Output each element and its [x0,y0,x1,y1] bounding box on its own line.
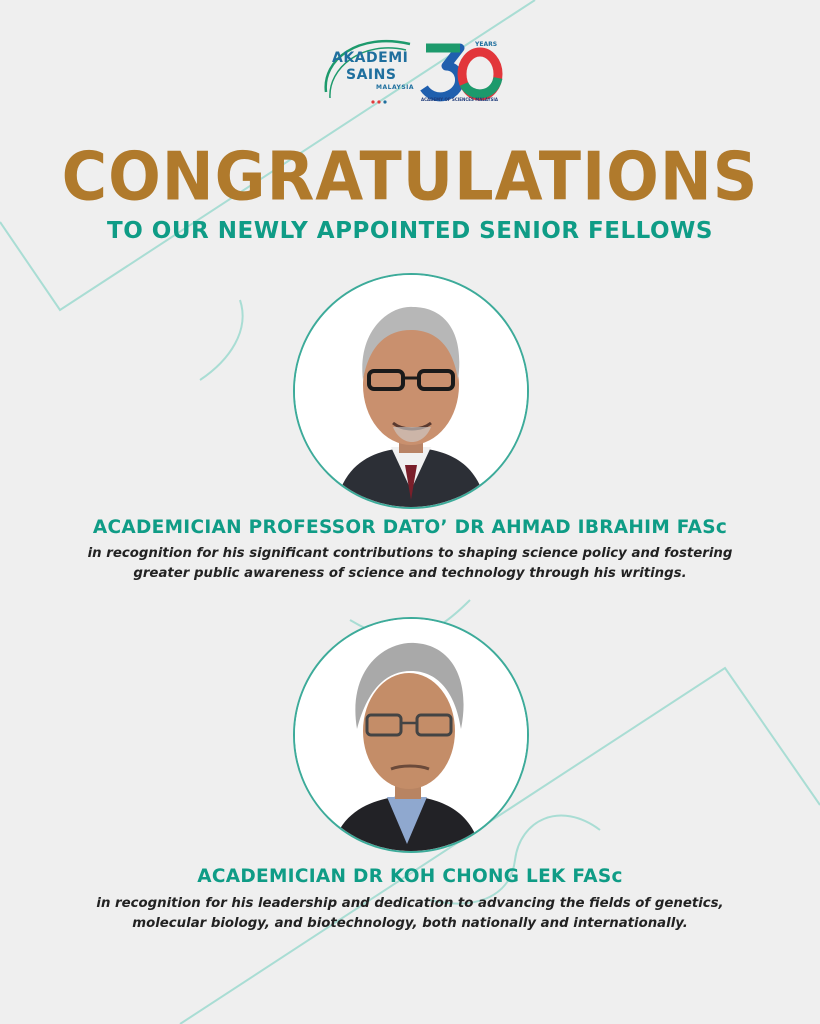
subheadline: TO OUR NEWLY APPOINTED SENIOR FELLOWS [107,218,713,244]
fellow-1-citation-line-2: greater public awareness of science and technology through his writings. [133,566,687,581]
academy-subtitle: ACADEMY OF SCIENCES MALAYSIA [421,97,498,102]
sains-logo-text: SAINS [346,67,397,83]
malaysia-logo-text: MALAYSIA [376,84,415,91]
fellow-2-citation-line-2: molecular biology, and biotechnology, both nationally and internationally. [132,916,688,931]
akademi-sains-logo [318,30,418,110]
congratulations-headline: CONGRATULATIONS [61,137,759,216]
fellow-1-name: ACADEMICIAN PROFESSOR DATO’ DR AHMAD IBRAHIM FASc [92,517,728,538]
fellow-2-portrait [293,617,529,853]
portrait-photo-icon [295,619,527,851]
logo-row [0,30,820,110]
fellow-1-citation [60,544,760,584]
fellow-1-portrait [293,273,529,509]
fellow-2-citation [60,894,760,934]
akademi-logo-text: AKADEMI [332,50,409,66]
fellow-2-name: ACADEMICIAN DR KOH CHONG LEK FASc [197,866,623,887]
years-label: YEARS [475,41,498,48]
fellow-1-citation-line-1: in recognition for his significant contributions to shaping science policy and fostering [87,546,733,561]
portrait-photo-icon [295,275,527,507]
fellow-2-citation-line-1: in recognition for his leadership and dedication to advancing the fields of genetics, [96,896,724,911]
